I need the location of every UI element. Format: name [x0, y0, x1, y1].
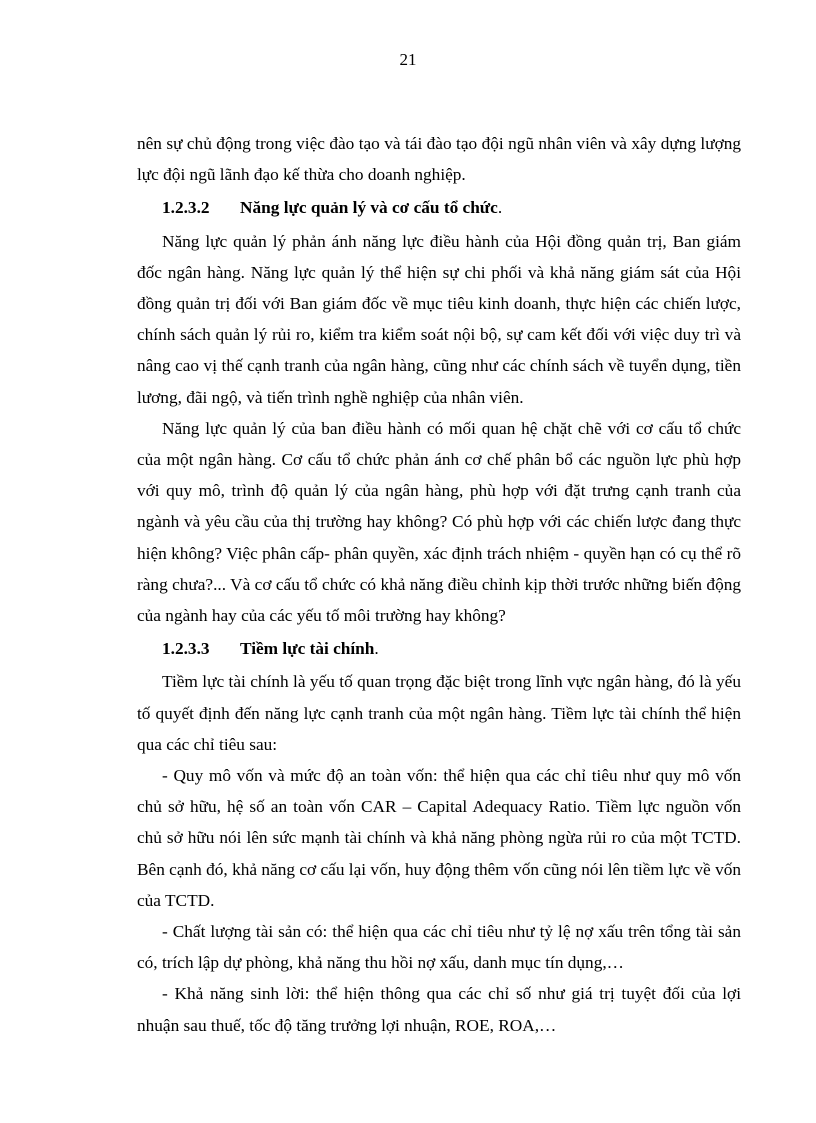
paragraph-financial-potential: Tiềm lực tài chính là yếu tố quan trọng đặc biệt trong lĩnh vực ngân hàng, đó là yếu tố quyết định đến năng lực cạnh tranh của một ngân hàng. Tiềm lực tài chính thể hiện qua các chỉ tiêu sau:: [137, 672, 741, 754]
section-heading-1-2-3-3: [137, 631, 741, 666]
paragraph-management-capacity: Năng lực quản lý phản ánh năng lực điều hành của Hội đồng quản trị, Ban giám đốc ngân hàng. Năng lực quản lý thể hiện sự chi phối và khả năng giám sát của Hội đồng quản trị đối với Ban giám đốc về mục tiêu kinh doanh, thực hiện các chiến lược, chính sách quản lý rủi ro, kiểm tra kiểm soát nội bộ, sự cam kết đối với việc duy trì và nâng cao vị thế cạnh tranh của ngân hàng, cũng như các chính sách về tuyển dụng, tiền lương, đãi ngộ, và tiến trình nghề nghiệp của nhân viên.: [137, 231, 741, 407]
heading-number: 1.2.3.3: [162, 639, 210, 659]
paragraph-organization-structure: Năng lực quản lý của ban điều hành có mối quan hệ chặt chẽ với cơ cấu tổ chức của một ngân hàng. Cơ cấu tổ chức phản ánh cơ chế phân bổ các nguồn lực phù hợp với quy mô, trình độ quản lý của ngân hàng, phù hợp với đặt trưng cạnh tranh của ngành và yêu cầu của thị trường hay không? Có phù hợp với các chiến lược đang thực hiện không? Việc phân cấp- phân quyền, xác định trách nhiệm - quyền hạn có cụ thể rõ ràng chưa?... Và cơ cấu tổ chức có khả năng điều chỉnh kịp thời trước những biến động của ngành hay của các yếu tố môi trường hay không?: [137, 418, 741, 626]
list-item-profitability: - Khả năng sinh lời: thể hiện thông qua các chỉ số như giá trị tuyệt đối của lợi nhuận sau thuế, tốc độ tăng trưởng lợi nhuận, ROE, ROA,…: [137, 984, 741, 1035]
paragraph-continuation: nên sự chủ động trong việc đào tạo và tái đào tạo đội ngũ nhân viên và xây dựng lượng lực đội ngũ lãnh đạo kế thừa cho doanh nghiệp.: [137, 134, 741, 185]
list-item-capital-scale: - Quy mô vốn và mức độ an toàn vốn: thể hiện qua các chỉ tiêu như quy mô vốn chủ sở hữu, hệ số an toàn vốn CAR – Capital Adequacy Ratio. Tiềm lực nguồn vốn chủ sở hữu nói lên sức mạnh tài chính và khả năng phòng ngừa rủi ro của một TCTD. Bên cạnh đó, khả năng cơ cấu lại vốn, huy động thêm vốn cũng nói lên tiềm lực về vốn của TCTD.: [137, 766, 741, 910]
section-heading-1-2-3-2: [137, 190, 741, 225]
list-item-asset-quality: - Chất lượng tài sản có: thể hiện qua các chỉ tiêu như tỷ lệ nợ xấu trên tổng tài sản có, trích lập dự phòng, khả năng thu hồi nợ xấu, danh mục tín dụng,…: [137, 922, 741, 973]
heading-punct: .: [497, 198, 503, 218]
heading-title: Năng lực quản lý và cơ cấu tổ chức: [240, 198, 498, 218]
heading-punct: .: [374, 639, 379, 659]
heading-title: Tiềm lực tài chính: [240, 639, 375, 659]
page-number: 21: [399, 50, 417, 69]
document-body: [137, 128, 741, 1041]
heading-number: 1.2.3.2: [162, 198, 210, 218]
